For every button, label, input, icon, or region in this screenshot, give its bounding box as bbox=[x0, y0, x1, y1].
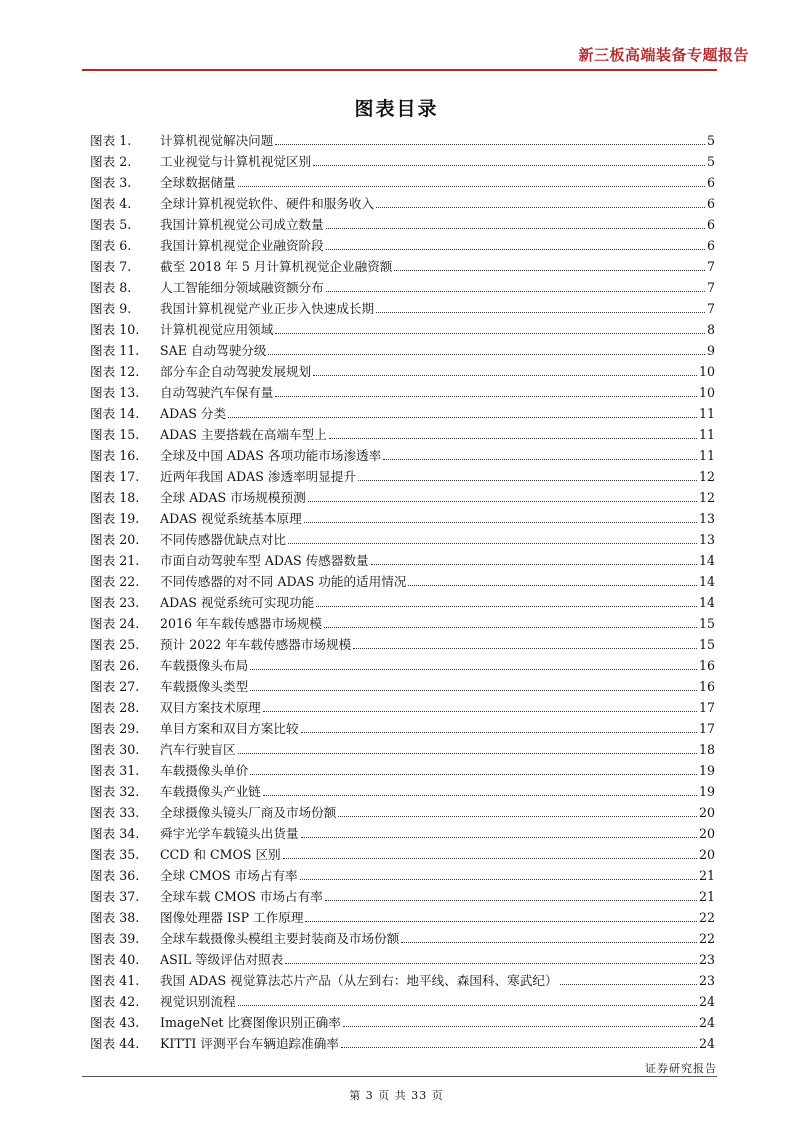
toc-figure-number: 图表 2. bbox=[90, 154, 132, 169]
toc-figure-number: 图表 14. bbox=[90, 406, 140, 421]
toc-entry[interactable] bbox=[90, 340, 715, 361]
toc-entry[interactable] bbox=[90, 844, 715, 865]
toc-dot-leader bbox=[250, 774, 697, 775]
toc-dot-leader bbox=[301, 732, 697, 733]
toc-entry[interactable] bbox=[90, 613, 715, 634]
toc-entry[interactable] bbox=[90, 172, 715, 193]
toc-page-number: 20 bbox=[698, 826, 715, 841]
toc-figure-title[interactable]: 车载摄像头布局 bbox=[160, 658, 249, 673]
toc-entry[interactable] bbox=[90, 214, 715, 235]
header-divider bbox=[82, 69, 717, 71]
toc-dot-leader bbox=[283, 858, 697, 859]
toc-figure-number: 图表 12. bbox=[90, 364, 140, 379]
toc-entry[interactable] bbox=[90, 361, 715, 382]
toc-figure-title[interactable]: ADAS 分类 bbox=[160, 406, 227, 421]
toc-dot-leader bbox=[326, 249, 705, 250]
toc-figure-number: 图表 43. bbox=[90, 1015, 140, 1030]
toc-figure-title[interactable]: 全球 ADAS 市场规模预测 bbox=[160, 490, 306, 505]
toc-page-number: 20 bbox=[698, 805, 715, 820]
toc-dot-leader bbox=[560, 984, 697, 985]
toc-page-number: 22 bbox=[698, 931, 715, 946]
toc-dot-leader bbox=[263, 795, 697, 796]
toc-figure-number: 图表 11. bbox=[90, 343, 140, 358]
toc-entry[interactable] bbox=[90, 235, 715, 256]
toc-entry[interactable] bbox=[90, 298, 715, 319]
toc-figure-title[interactable]: 视觉识别流程 bbox=[160, 994, 236, 1009]
toc-dot-leader bbox=[326, 228, 705, 229]
toc-figure-number: 图表 40. bbox=[90, 952, 140, 967]
toc-figure-number: 图表 42. bbox=[90, 994, 140, 1009]
toc-entry[interactable] bbox=[90, 130, 715, 151]
toc-figure-title[interactable]: 人工智能细分领域融资额分布 bbox=[160, 280, 324, 295]
toc-page-number: 10 bbox=[698, 364, 715, 379]
toc-figure-number: 图表 38. bbox=[90, 910, 140, 925]
toc-dot-leader bbox=[288, 543, 697, 544]
toc-entry[interactable] bbox=[90, 676, 715, 697]
toc-dot-leader bbox=[301, 837, 697, 838]
toc-entry[interactable] bbox=[90, 151, 715, 172]
toc-page-number: 13 bbox=[698, 511, 715, 526]
toc-figure-number: 图表 9. bbox=[90, 301, 132, 316]
toc-page-number: 6 bbox=[706, 175, 715, 190]
toc-figure-number: 图表 33. bbox=[90, 805, 140, 820]
toc-dot-leader bbox=[238, 186, 705, 187]
toc-entry[interactable] bbox=[90, 487, 715, 508]
toc-dot-leader bbox=[383, 459, 697, 460]
toc-dot-leader bbox=[313, 165, 705, 166]
toc-dot-leader bbox=[263, 711, 697, 712]
toc-dot-leader bbox=[268, 354, 705, 355]
toc-figure-title[interactable]: 我国计算机视觉产业正步入快速成长期 bbox=[160, 301, 375, 316]
toc-figure-title[interactable]: SAE 自动驾驶分级 bbox=[160, 343, 267, 358]
toc-dot-leader bbox=[326, 291, 705, 292]
toc-page-number: 14 bbox=[698, 595, 715, 610]
toc-page-number: 6 bbox=[706, 196, 715, 211]
toc-page-number: 7 bbox=[706, 259, 715, 274]
toc-figure-number: 图表 23. bbox=[90, 595, 140, 610]
toc-page-number: 15 bbox=[698, 637, 715, 652]
toc-entry[interactable] bbox=[90, 403, 715, 424]
toc-entry[interactable] bbox=[90, 718, 715, 739]
toc-figure-number: 图表 37. bbox=[90, 889, 140, 904]
toc-figure-title[interactable]: 车载摄像头单价 bbox=[160, 763, 249, 778]
toc-figure-title[interactable]: ADAS 视觉系统基本原理 bbox=[160, 511, 302, 526]
toc-entry[interactable] bbox=[90, 655, 715, 676]
toc-dot-leader bbox=[371, 564, 697, 565]
toc-figure-title[interactable]: 近两年我国 ADAS 渗透率明显提升 bbox=[160, 469, 357, 484]
toc-dot-leader bbox=[358, 480, 697, 481]
toc-figure-number: 图表 18. bbox=[90, 490, 140, 505]
figure-table-of-contents bbox=[90, 130, 715, 1054]
toc-page-number: 24 bbox=[698, 994, 715, 1009]
toc-figure-title[interactable]: ASIL 等级评估对照表 bbox=[160, 952, 284, 967]
toc-figure-number: 图表 19. bbox=[90, 511, 140, 526]
toc-figure-title[interactable]: ADAS 主要搭载在高端车型上 bbox=[160, 427, 327, 442]
toc-figure-title[interactable]: 我国计算机视觉企业融资阶段 bbox=[160, 238, 324, 253]
toc-page-number: 21 bbox=[698, 889, 715, 904]
toc-page-number: 20 bbox=[698, 847, 715, 862]
toc-page-number: 11 bbox=[698, 448, 715, 463]
toc-dot-leader bbox=[408, 585, 697, 586]
toc-entry[interactable] bbox=[90, 277, 715, 298]
toc-page-number: 16 bbox=[698, 679, 715, 694]
toc-dot-leader bbox=[275, 333, 705, 334]
toc-page-number: 19 bbox=[698, 784, 715, 799]
toc-figure-number: 图表 32. bbox=[90, 784, 140, 799]
toc-page-number: 23 bbox=[698, 973, 715, 988]
toc-figure-number: 图表 22. bbox=[90, 574, 140, 589]
toc-entry[interactable] bbox=[90, 949, 715, 970]
toc-entry[interactable] bbox=[90, 907, 715, 928]
toc-figure-number: 图表 6. bbox=[90, 238, 132, 253]
toc-figure-number: 图表 17. bbox=[90, 469, 140, 484]
toc-figure-title[interactable]: 不同传感器的对不同 ADAS 功能的适用情况 bbox=[160, 574, 407, 589]
page-number: 第 3 页 共 33 页 bbox=[349, 1089, 444, 1102]
toc-figure-number: 图表 31. bbox=[90, 763, 140, 778]
toc-figure-title[interactable]: 全球摄像头镜头厂商及市场份额 bbox=[160, 805, 337, 820]
toc-entry[interactable] bbox=[90, 529, 715, 550]
toc-figure-number: 图表 21. bbox=[90, 553, 140, 568]
toc-entry[interactable] bbox=[90, 739, 715, 760]
toc-entry[interactable] bbox=[90, 634, 715, 655]
toc-page-number: 8 bbox=[706, 322, 715, 337]
toc-figure-number: 图表 26. bbox=[90, 658, 140, 673]
toc-entry[interactable] bbox=[90, 571, 715, 592]
toc-dot-leader bbox=[250, 690, 697, 691]
toc-entry[interactable] bbox=[90, 508, 715, 529]
toc-dot-leader bbox=[238, 1005, 697, 1006]
toc-entry[interactable] bbox=[90, 592, 715, 613]
toc-page-number: 12 bbox=[698, 490, 715, 505]
toc-dot-leader bbox=[353, 648, 697, 649]
toc-figure-number: 图表 30. bbox=[90, 742, 140, 757]
toc-dot-leader bbox=[250, 669, 697, 670]
toc-figure-title[interactable]: 单目方案和双目方案比较 bbox=[160, 721, 299, 736]
toc-figure-title[interactable]: 预计 2022 年车载传感器市场规模 bbox=[160, 637, 352, 652]
toc-figure-title[interactable]: 全球车载 CMOS 市场占有率 bbox=[160, 889, 323, 904]
toc-page-number: 14 bbox=[698, 553, 715, 568]
toc-figure-number: 图表 8. bbox=[90, 280, 132, 295]
toc-figure-title[interactable]: 车载摄像头类型 bbox=[160, 679, 249, 694]
toc-entry[interactable] bbox=[90, 991, 715, 1012]
toc-figure-title[interactable]: 截至 2018 年 5 月计算机视觉企业融资额 bbox=[160, 259, 393, 274]
toc-dot-leader bbox=[228, 417, 697, 418]
toc-page-number: 21 bbox=[698, 868, 715, 883]
toc-page-number: 19 bbox=[698, 763, 715, 778]
toc-figure-title[interactable]: 车载摄像头产业链 bbox=[160, 784, 261, 799]
toc-dot-leader bbox=[305, 921, 697, 922]
toc-page-number: 9 bbox=[706, 343, 715, 358]
footer-divider bbox=[82, 1076, 717, 1077]
toc-figure-number: 图表 36. bbox=[90, 868, 140, 883]
toc-figure-title[interactable]: 2016 年车载传感器市场规模 bbox=[160, 616, 322, 631]
toc-dot-leader bbox=[285, 963, 697, 964]
toc-figure-number: 图表 25. bbox=[90, 637, 140, 652]
document-type-label: 证券研究报告 bbox=[645, 1062, 717, 1075]
toc-page-number: 7 bbox=[706, 301, 715, 316]
toc-page-number: 22 bbox=[698, 910, 715, 925]
toc-figure-title[interactable]: 图像处理器 ISP 工作原理 bbox=[160, 910, 304, 925]
toc-figure-number: 图表 28. bbox=[90, 700, 140, 715]
toc-dot-leader bbox=[275, 144, 705, 145]
toc-entry[interactable] bbox=[90, 697, 715, 718]
toc-figure-title[interactable]: 全球车载摄像头模组主要封装商及市场份额 bbox=[160, 931, 400, 946]
toc-page-number: 17 bbox=[698, 700, 715, 715]
toc-figure-title[interactable]: ImageNet 比赛图像识别正确率 bbox=[160, 1015, 341, 1030]
toc-figure-number: 图表 35. bbox=[90, 847, 140, 862]
toc-entry[interactable] bbox=[90, 319, 715, 340]
toc-page-number: 11 bbox=[698, 406, 715, 421]
toc-dot-leader bbox=[376, 312, 705, 313]
report-header-title: 新三板高端装备专题报告 bbox=[578, 46, 749, 64]
toc-figure-title[interactable]: 全球计算机视觉软件、硬件和服务收入 bbox=[160, 196, 375, 211]
toc-figure-title[interactable]: CCD 和 CMOS 区别 bbox=[160, 847, 281, 862]
toc-dot-leader bbox=[324, 627, 697, 628]
toc-figure-title[interactable]: 全球数据储量 bbox=[160, 175, 236, 190]
toc-page-number: 17 bbox=[698, 721, 715, 736]
toc-dot-leader bbox=[338, 816, 697, 817]
toc-figure-number: 图表 1. bbox=[90, 133, 132, 148]
toc-figure-title[interactable]: 我国计算机视觉公司成立数量 bbox=[160, 217, 324, 232]
toc-dot-leader bbox=[341, 1047, 697, 1048]
toc-page-number: 5 bbox=[706, 133, 715, 148]
toc-entry[interactable] bbox=[90, 823, 715, 844]
toc-entry[interactable] bbox=[90, 424, 715, 445]
toc-figure-title[interactable]: 计算机视觉应用领域 bbox=[160, 322, 274, 337]
toc-figure-title[interactable]: 不同传感器优缺点对比 bbox=[160, 532, 286, 547]
toc-entry[interactable] bbox=[90, 781, 715, 802]
toc-dot-leader bbox=[304, 522, 697, 523]
toc-page-number: 24 bbox=[698, 1036, 715, 1051]
toc-figure-title[interactable]: 工业视觉与计算机视觉区别 bbox=[160, 154, 312, 169]
toc-page-number: 6 bbox=[706, 238, 715, 253]
toc-figure-number: 图表 34. bbox=[90, 826, 140, 841]
toc-entry[interactable] bbox=[90, 193, 715, 214]
toc-dot-leader bbox=[394, 270, 705, 271]
toc-page-number: 5 bbox=[706, 154, 715, 169]
toc-figure-title[interactable]: 舜宇光学车载镜头出货量 bbox=[160, 826, 299, 841]
toc-figure-title[interactable]: 全球及中国 ADAS 各项功能市场渗透率 bbox=[160, 448, 382, 463]
toc-dot-leader bbox=[275, 396, 697, 397]
toc-dot-leader bbox=[238, 753, 697, 754]
toc-dot-leader bbox=[343, 1026, 697, 1027]
toc-entry[interactable] bbox=[90, 760, 715, 781]
toc-page-number: 15 bbox=[698, 616, 715, 631]
toc-page-number: 7 bbox=[706, 280, 715, 295]
toc-page-number: 16 bbox=[698, 658, 715, 673]
toc-figure-number: 图表 15. bbox=[90, 427, 140, 442]
toc-dot-leader bbox=[316, 606, 697, 607]
toc-figure-title[interactable]: 自动驾驶汽车保有量 bbox=[160, 385, 274, 400]
toc-figure-number: 图表 20. bbox=[90, 532, 140, 547]
toc-dot-leader bbox=[329, 438, 697, 439]
toc-dot-leader bbox=[376, 207, 705, 208]
toc-figure-number: 图表 24. bbox=[90, 616, 140, 631]
toc-entry[interactable] bbox=[90, 802, 715, 823]
toc-entry[interactable] bbox=[90, 382, 715, 403]
toc-dot-leader bbox=[308, 501, 697, 502]
toc-entry[interactable] bbox=[90, 1012, 715, 1033]
toc-figure-title[interactable]: 双目方案技术原理 bbox=[160, 700, 261, 715]
toc-entry[interactable] bbox=[90, 466, 715, 487]
toc-page-number: 11 bbox=[698, 427, 715, 442]
toc-figure-number: 图表 10. bbox=[90, 322, 140, 337]
toc-entry[interactable] bbox=[90, 886, 715, 907]
toc-page-number: 14 bbox=[698, 574, 715, 589]
toc-entry[interactable] bbox=[90, 865, 715, 886]
toc-figure-number: 图表 29. bbox=[90, 721, 140, 736]
toc-page-number: 23 bbox=[698, 952, 715, 967]
toc-figure-number: 图表 16. bbox=[90, 448, 140, 463]
toc-figure-title[interactable]: 市面自动驾驶车型 ADAS 传感器数量 bbox=[160, 553, 369, 568]
toc-entry[interactable] bbox=[90, 550, 715, 571]
toc-dot-leader bbox=[401, 942, 697, 943]
toc-entry[interactable] bbox=[90, 1033, 715, 1054]
toc-page-number: 12 bbox=[698, 469, 715, 484]
toc-dot-leader bbox=[325, 900, 697, 901]
toc-page-number: 18 bbox=[698, 742, 715, 757]
toc-page-number: 10 bbox=[698, 385, 715, 400]
toc-figure-number: 图表 44. bbox=[90, 1036, 140, 1051]
toc-figure-number: 图表 5. bbox=[90, 217, 132, 232]
toc-page-number: 24 bbox=[698, 1015, 715, 1030]
toc-figure-number: 图表 7. bbox=[90, 259, 132, 274]
toc-dot-leader bbox=[300, 879, 697, 880]
page-title: 图表目录 bbox=[354, 98, 439, 120]
toc-figure-number: 图表 4. bbox=[90, 196, 132, 211]
toc-figure-title[interactable]: KITTI 评测平台车辆追踪准确率 bbox=[160, 1036, 339, 1051]
toc-figure-title[interactable]: 汽车行驶盲区 bbox=[160, 742, 236, 757]
toc-figure-number: 图表 13. bbox=[90, 385, 140, 400]
toc-entry[interactable] bbox=[90, 445, 715, 466]
toc-figure-title[interactable]: 我国 ADAS 视觉算法芯片产品（从左到右：地平线、森国科、寒武纪） bbox=[160, 973, 558, 988]
toc-entry[interactable] bbox=[90, 970, 715, 991]
toc-figure-number: 图表 39. bbox=[90, 931, 140, 946]
toc-page-number: 6 bbox=[706, 217, 715, 232]
toc-figure-number: 图表 27. bbox=[90, 679, 140, 694]
toc-figure-title[interactable]: 计算机视觉解决问题 bbox=[160, 133, 274, 148]
toc-figure-title[interactable]: 全球 CMOS 市场占有率 bbox=[160, 868, 298, 883]
toc-entry[interactable] bbox=[90, 928, 715, 949]
toc-figure-number: 图表 3. bbox=[90, 175, 132, 190]
toc-dot-leader bbox=[313, 375, 697, 376]
toc-figure-title[interactable]: ADAS 视觉系统可实现功能 bbox=[160, 595, 315, 610]
toc-figure-title[interactable]: 部分车企自动驾驶发展规划 bbox=[160, 364, 312, 379]
toc-figure-number: 图表 41. bbox=[90, 973, 140, 988]
toc-entry[interactable] bbox=[90, 256, 715, 277]
toc-page-number: 13 bbox=[698, 532, 715, 547]
